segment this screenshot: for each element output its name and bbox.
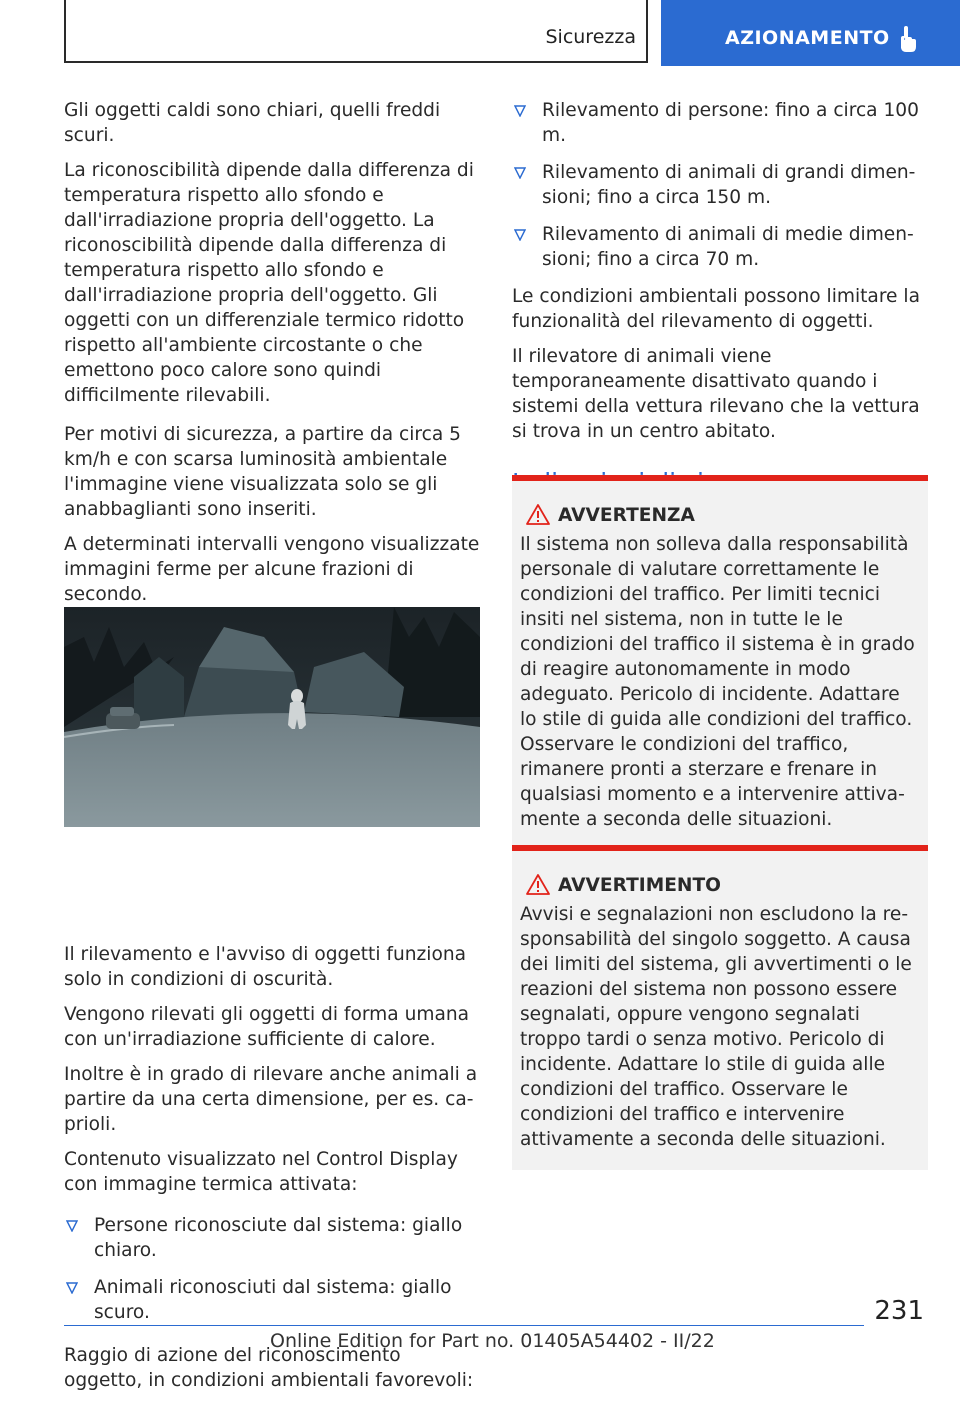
- list-item: [64, 1213, 484, 1263]
- warning-title: [520, 873, 918, 898]
- list-item-text: Rilevamento di persone: fino a circa 100 m.: [542, 100, 919, 146]
- triangle-bullet-icon: [66, 1282, 78, 1294]
- list-item: [512, 98, 928, 148]
- edition-footer: Online Edition for Part no. 01405A54402 - II/22: [270, 1330, 715, 1352]
- list-item-text: Persone riconosciute dal sistema: giallo chiaro.: [94, 1215, 463, 1261]
- warning-box: [512, 845, 928, 1170]
- paragraph: Gli oggetti caldi sono chiari, quelli freddi scuri.: [64, 100, 441, 146]
- list-item: [64, 1275, 484, 1325]
- warning-title-text: AVVERTENZA: [558, 505, 695, 526]
- paragraph: A determinati intervalli vengono visualizzate immagini ferme per alcune frazioni di secondo.: [64, 534, 480, 605]
- section-title: Sicurezza: [545, 26, 636, 48]
- warning-triangle-icon: [526, 874, 550, 895]
- paragraph: Le condizioni ambientali possono limitare la funzionalità del rilevamento di oggetti.: [512, 286, 920, 332]
- color-list: [64, 1213, 484, 1325]
- paragraph: Contenuto visualizzato nel Control Display con immagine termica attivata:: [64, 1149, 458, 1195]
- list-item-text: Animali riconosciuti dal sistema: giallo scuro.: [94, 1277, 452, 1323]
- page-number: 231: [874, 1296, 924, 1326]
- warning-box: [512, 475, 928, 850]
- footer-divider: [64, 1325, 864, 1326]
- warning-title-text: AVVERTIMENTO: [558, 875, 721, 896]
- warning-triangle-icon: [526, 504, 550, 525]
- warning-title: [520, 503, 918, 528]
- triangle-bullet-icon: [514, 229, 526, 241]
- triangle-bullet-icon: [514, 167, 526, 179]
- chapter-title: AZIONAMENTO: [725, 27, 890, 49]
- paragraph: Il rilevatore di animali viene temporaneamente disattivato quando i sistemi della vettura rilevano che la vettura si trova in un centro abitato.: [512, 346, 920, 442]
- warning-text: Avvisi e segnalazioni non escludono la responsabilità del singolo soggetto. A causa dei limiti del sistema, gli avvertimenti o le reazioni del sistema non possono essere segnalati, oppure vengono segnalati troppo tardi o senza motivo. Pericolo di incidente. Adattare lo stile di guida alle condizioni del traffico. Osservare le condizioni del traffico e intervenire attivamente a seconda delle situazioni.: [520, 904, 912, 1150]
- hand-pointer-icon: [897, 26, 919, 52]
- list-item: [512, 222, 928, 272]
- list-item-text: Rilevamento di animali di medie dimensioni; fino a circa 70 m.: [542, 224, 914, 270]
- list-item: [512, 160, 928, 210]
- list-item-text: Rilevamento di animali di grandi dimensioni; fino a circa 150 m.: [542, 162, 916, 208]
- paragraph: Inoltre è in grado di rilevare anche animali a partire da una certa dimensione, per es. caprioli.: [64, 1064, 478, 1135]
- paragraph: Vengono rilevati gli oggetti di forma umana con un'irradiazione sufficiente di calore.: [64, 1004, 470, 1050]
- chapter-tab[interactable]: [661, 0, 960, 66]
- paragraph: La riconoscibilità dipende dalla differenza di temperatura rispetto allo sfondo e dall'irradiazione propria dell'oggetto. La riconoscibilità dipende dalla differenza di temperatura rispetto allo sfondo e dall'irradiazione propria dell'oggetto. Gli oggetti con un differenziale termico ridotto rispetto all'ambiente circostante o che emettono poco calore sono quindi difficilmente rilevabili.: [64, 160, 474, 406]
- paragraph: Per motivi di sicurezza, a partire da circa 5 km/h e con scarsa luminosità ambientale l'immagine viene visualizzata solo se gli anabbaglianti sono inseriti.: [64, 424, 461, 520]
- right-column: [512, 98, 928, 498]
- paragraph: Raggio di azione del riconoscimento oggetto, in condizioni ambientali favorevoli:: [64, 1345, 474, 1391]
- paragraph: Il rilevamento e l'avviso di oggetti funziona solo in condizioni di oscurità.: [64, 944, 467, 990]
- triangle-bullet-icon: [514, 105, 526, 117]
- triangle-bullet-icon: [66, 1220, 78, 1232]
- warning-text: Il sistema non solleva dalla responsabilità personale di valutare correttamente le condizioni del traffico. Per limiti tecnici insiti nel sistema, non in tutte le le condizioni del traffico il sistema è in grado di reagire autonomamente in modo adeguato. Pericolo di incidente. Adattare lo stile di guida alle condizioni del traffico. Osservare le condizioni del traffico, rimanere pronti a sterzare e frenare in qualsiasi momento e a intervenire attivamente a seconda delle situazioni.: [520, 534, 915, 830]
- range-list: [512, 98, 928, 272]
- thermal-image: [64, 607, 480, 827]
